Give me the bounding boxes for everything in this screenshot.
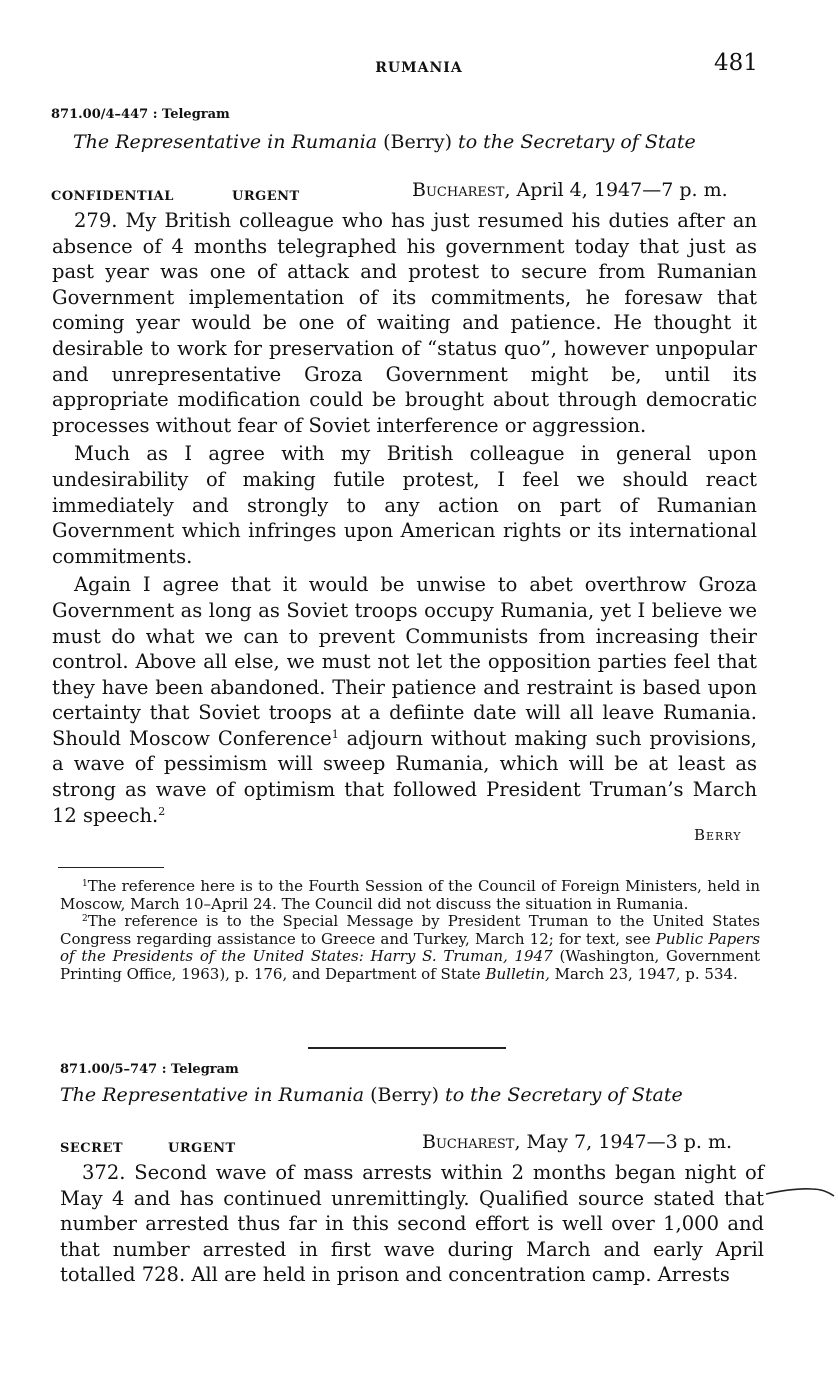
- footnote-2-italic-title: Public Papers of the Presidents of the United States: Harry S. Truman, 1947: [60, 929, 761, 965]
- doc1-date-city: Bucharest,: [412, 179, 511, 201]
- margin-pencil-mark: [764, 1180, 836, 1202]
- doc1-classification-urgent: URGENT: [232, 189, 300, 204]
- doc1-paragraph-3b: adjourn without making such provisions, a wave of pessimism will sweep Rumania, which will be at least as strong as wave of optimism that followed President Truman’s March 12 speech.: [52, 726, 757, 827]
- doc1-dateline: [412, 179, 728, 201]
- footnote-divider: [58, 867, 164, 868]
- footnote-2-number: 2: [82, 914, 88, 924]
- footnote-2-italic-bulletin: Bulletin,: [485, 964, 550, 983]
- doc1-title-pre: The Representative in Rumania: [73, 131, 384, 153]
- footnote-ref-2: 2: [158, 804, 166, 818]
- footnote-1-number: 1: [82, 879, 88, 889]
- doc2-title-pre: The Representative in Rumania: [60, 1084, 371, 1106]
- doc2-title: [60, 1084, 683, 1106]
- footnote-2: [60, 913, 760, 983]
- doc1-body: [52, 208, 757, 828]
- doc2-title-name: (Berry): [370, 1084, 440, 1106]
- footnotes: [60, 878, 760, 983]
- doc2-date-city: Bucharest,: [422, 1131, 521, 1153]
- doc1-paragraph-3a: Again I agree that it would be unwise to abet overthrow Groza Government as long as Soviet troops occupy Rumania, yet I believe we must do what we can to prevent Communists from increasing their control. Above all else, we must not let the opposition parties feel that they have been abandoned. Their patience and restraint is based upon certainty that Soviet troops at a defiinte date will all leave Rumania. Should Moscow Conference: [52, 573, 757, 750]
- doc2-title-post: to the Secretary of State: [439, 1084, 683, 1106]
- doc1-classification-confidential: CONFIDENTIAL: [51, 189, 174, 204]
- footnote-2-text-b: (Washington, Government Printing Office, 1963), p. 176, and Department of State: [60, 947, 760, 983]
- doc1-signature: Berry: [694, 826, 742, 844]
- document-separator: [308, 1047, 506, 1049]
- doc2-body: [60, 1160, 764, 1288]
- doc1-paragraph-2: Much as I agree with my British colleague in general upon undesirability of making futile protest, I feel we should react immediately and strongly to any action on part of Rumanian Government which infringes upon American rights or its international commitments.: [52, 442, 757, 568]
- page-number: 481: [714, 50, 758, 76]
- doc1-title-name: (Berry): [383, 131, 453, 153]
- doc2-paragraph-1: 372. Second wave of mass arrests within 2 months began night of May 4 and has continued unremittingly. Qualified source stated that number arrested thus far in this second effort is well over 1,000 and that number arrested in first wave during March and early April totalled 728. All are held in prison and concentration camp. Arrests: [60, 1161, 764, 1287]
- doc1-paragraph-3: [52, 572, 757, 828]
- doc2-file-reference: 871.00/5–747 : Telegram: [60, 1062, 239, 1077]
- doc1-file-reference: 871.00/4–447 : Telegram: [51, 107, 230, 122]
- doc1-paragraph-1: 279. My British colleague who has just resumed his duties after an absence of 4 months telegraphed his government today that just as past year was one of attack and protest to secure from Rumanian Government implementation of its commitments, he foresaw that coming year would be one of waiting and patience. He thought it desirable to work for preservation of “status quo”, however unpopular and unrepresentative Groza Government might be, until its appropriate modification could be brought about through democratic processes without fear of Soviet interference or aggression.: [52, 209, 757, 437]
- footnote-ref-1: 1: [331, 727, 339, 741]
- doc2-date-rest: May 7, 1947—3 p. m.: [520, 1131, 733, 1153]
- doc2-classification-urgent: URGENT: [168, 1141, 236, 1156]
- footnote-1: [60, 878, 760, 913]
- doc1-title-post: to the Secretary of State: [452, 131, 696, 153]
- doc2-classification-secret: SECRET: [60, 1141, 124, 1156]
- running-head: RUMANIA: [375, 60, 463, 76]
- footnote-2-text-c: March 23, 1947, p. 534.: [549, 964, 738, 983]
- doc1-title: [73, 131, 696, 153]
- doc1-date-rest: April 4, 1947—7 p. m.: [510, 179, 728, 201]
- footnote-2-text-a: The reference is to the Special Message by President Truman to the United States Congress regarding assistance to Greece and Turkey, March 12; for text, see: [60, 912, 760, 948]
- doc2-dateline: [422, 1131, 732, 1153]
- footnote-1-text: The reference here is to the Fourth Session of the Council of Foreign Ministers, held in Moscow, March 10–April 24. The Council did not discuss the situation in Rumania.: [60, 877, 760, 913]
